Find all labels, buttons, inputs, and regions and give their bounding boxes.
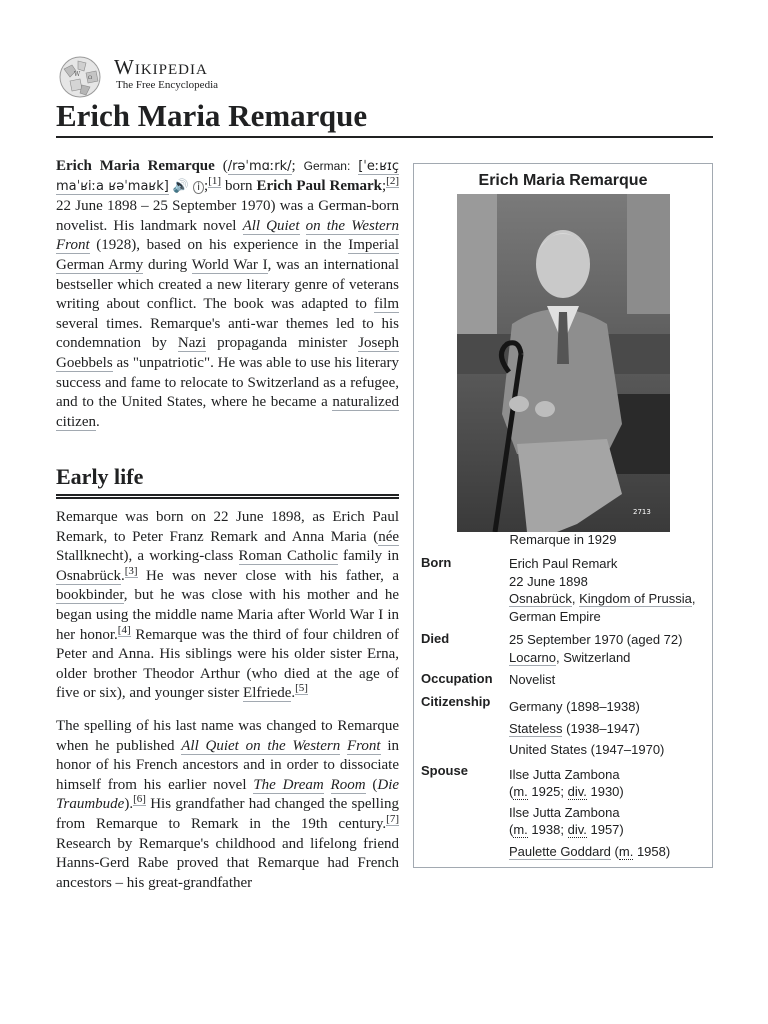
section-divider [56, 494, 399, 499]
paulette-goddard-link[interactable]: Paulette Goddard [509, 844, 611, 859]
born-value: Erich Paul Remark 22 June 1898 Osnabrück, Kingdom of Prussia, German Empire [509, 556, 696, 624]
ref-link[interactable]: [5] [295, 682, 308, 695]
spouse-label: Spouse [421, 763, 468, 778]
bookbinder-link[interactable]: bookbinder [56, 587, 124, 604]
occupation-value: Novelist [509, 672, 556, 687]
portrait-photo[interactable] [457, 194, 670, 532]
ref-link[interactable]: [3] [124, 564, 138, 577]
photo-number: 2713 [633, 508, 651, 516]
film-link[interactable]: film [374, 296, 400, 313]
kingdom-of-prussia-link[interactable]: Kingdom of Prussia [579, 591, 692, 606]
title-divider [56, 136, 713, 138]
svg-text:Ω: Ω [88, 75, 93, 81]
ref-link[interactable]: [4] [117, 623, 131, 636]
world-war-i-link[interactable]: World War I [191, 256, 268, 273]
citizenship-value: Germany (1898–1938) Stateless (1938–1947) United States (1947–1970) [509, 699, 665, 757]
married-abbr[interactable]: m. [513, 783, 528, 799]
nee-link[interactable]: née [378, 528, 400, 545]
speaker-icon[interactable]: 🔊 [172, 178, 190, 194]
ref-link[interactable]: [1] [208, 174, 222, 187]
dream-room-link-cont[interactable]: Room [330, 776, 366, 793]
early-life-paragraph-2: The spelling of his last name was changed to Remarque when he published All Quiet on the Western Front in honor of his French ancestors and in order to dissociate himself from his earlier novel The Dream Room (Die Traumbude).[6] His grandfather had changed the spelling from Remarque to Remark in the 19th century.[7] Research by Remarque's childhood and lifelong friend Hanns-Gerd Rabe proved that Remarque had French ancestors – his great-grandfather [56, 718, 400, 891]
wikipedia-globe-logo[interactable] [56, 55, 104, 99]
imperial-german-army-link[interactable]: Imperial German Army [56, 237, 400, 273]
died-label: Died [421, 631, 450, 646]
german-ipa-link[interactable]: [ˈeːʁɪç [358, 159, 400, 174]
section-heading-early-life: Early life [56, 464, 144, 489]
elfriede-link[interactable]: Elfriede [243, 685, 292, 702]
married-abbr[interactable]: m. [513, 821, 528, 837]
divorced-abbr[interactable]: div. [567, 783, 587, 799]
osnabruck-link[interactable]: Osnabrück [56, 567, 121, 584]
english-ipa-link[interactable]: /rəˈmɑːrk/ [227, 159, 292, 174]
stateless-link[interactable]: Stateless [509, 720, 563, 736]
subject-name: Erich Maria Remarque [56, 158, 215, 174]
all-quiet-link[interactable]: All Quiet [242, 217, 300, 234]
all-quiet-link-cont[interactable]: Front [346, 737, 381, 754]
joseph-goebbels-link[interactable]: Joseph Goebbels [56, 335, 400, 371]
divorced-abbr[interactable]: div. [567, 821, 587, 837]
photo-caption: Remarque in 1929 [509, 532, 617, 547]
page-title: Erich Maria Remarque [56, 98, 368, 133]
german-ipa-link-cont[interactable]: maˈʁiːa ʁəˈmaʁk] [56, 178, 169, 194]
born-label: Born [421, 555, 452, 570]
naturalized-citizen-link[interactable]: naturalized citizen [56, 394, 399, 430]
roman-catholic-link[interactable]: Roman Catholic [238, 548, 338, 565]
married-abbr[interactable]: m. [618, 844, 634, 859]
svg-text:W: W [74, 71, 81, 78]
dream-room-link[interactable]: The Dream [253, 776, 324, 793]
nazi-link[interactable]: Nazi [177, 335, 207, 352]
spouse-value: Ilse Jutta Zambona (m. 1925; div. 1930) Ilse Jutta Zambona (m. 1938; div. 1957) Paulette Goddard (m. 1958) [509, 767, 671, 859]
occupation-label: Occupation [421, 671, 493, 686]
infobox [413, 163, 713, 868]
died-value: 25 September 1970 (aged 72) Locarno, Switzerland [509, 632, 683, 665]
pronunciation: (/rəˈmɑːrk/; [222, 158, 296, 174]
all-quiet-link-cont[interactable]: on the Western Front [56, 217, 399, 254]
locarno-link[interactable]: Locarno [509, 649, 556, 665]
lead-paragraph: Erich Maria Remarque (/rəˈmɑːrk/; German: [ˈeːʁɪç maˈʁiːa ʁəˈmaʁk] 🔊 i ;[1] born Erich Paul Remark;[2] 22 June 1898 – 25 September 1970) was a German-born novelist. His landmark novel All Quiet on the Western Front (1928), based on his experience in the Imperial German Army during World War I, was an international bestseller which created a new literary genre of veterans writing about conflict. The book was adapted to film several times. Remarque's anti-war themes led to his condemnation by Nazi propaganda minister Joseph Goebbels as "unpatriotic". He was able to use his literary success and fame to relocate to Switzerland as a refugee, and to the United States, where he became a naturalized citizen. [56, 158, 400, 430]
infobox-title: Erich Maria Remarque [478, 172, 648, 189]
ref-link[interactable]: [2] [386, 174, 399, 187]
wikipedia-tagline: The Free Encyclopedia [116, 79, 219, 91]
osnabruck-link[interactable]: Osnabrück [509, 591, 572, 606]
ref-link[interactable]: [7] [386, 812, 399, 825]
language-label: German: [303, 159, 351, 173]
early-life-paragraph-1: Remarque was born on 22 June 1898, as Erich Paul Remark, to Peter Franz Remark and Anna Maria (née Stallknecht), a working-class Roman Catholic family in Osnabrück.[3] He was never close with his father, a bookbinder, but he was close with his mother and he began using the middle name Maria after World War I in her honor.[4] Remarque was the third of four children of Peter and Anna. His siblings were his older sister Erna, older brother Theodor Arthur (who died at the age of five or six), and younger sister Elfriede.[5] [56, 509, 400, 702]
wikipedia-wordmark[interactable]: Wikipedia [114, 55, 208, 79]
ref-link[interactable]: [6] [133, 793, 146, 806]
all-quiet-link[interactable]: All Quiet on the Western [181, 737, 341, 754]
citizenship-label: Citizenship [421, 694, 491, 709]
info-icon[interactable]: i [193, 181, 204, 194]
